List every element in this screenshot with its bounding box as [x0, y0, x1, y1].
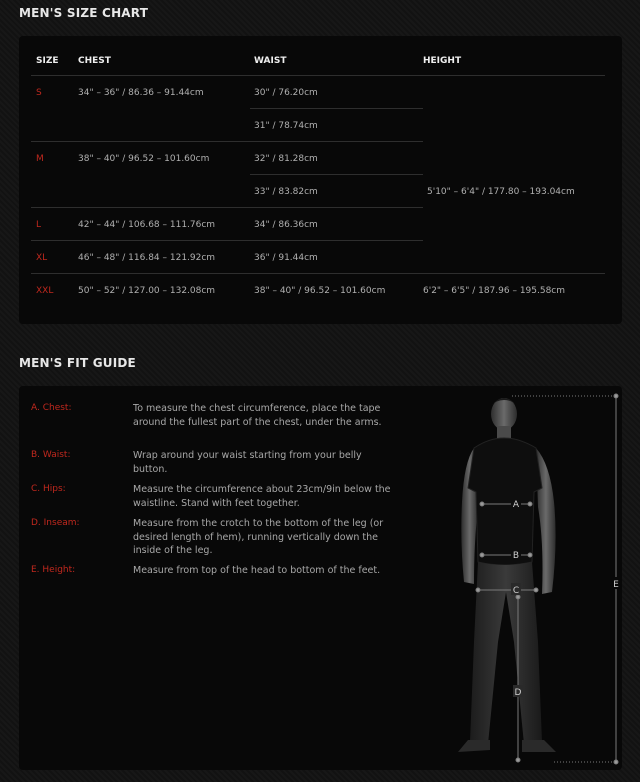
header-size: SIZE: [36, 56, 59, 66]
label-a: A: [512, 500, 520, 510]
height-value: 5'10" – 6'4" / 177.80 – 193.04cm: [427, 187, 575, 197]
fit-desc-hips: Measure the circumference about 23cm/9in below the waistline. Stand with feet together.: [133, 484, 391, 509]
row-chest: 34" – 36" / 86.36 – 91.44cm: [78, 88, 204, 98]
fit-term-inseam: D. Inseam:: [31, 518, 80, 528]
row-size: M: [36, 154, 44, 164]
label-d: D: [514, 688, 522, 698]
row-divider: [31, 273, 605, 274]
fit-term-waist: B. Waist:: [31, 450, 71, 460]
row-chest: 42" – 44" / 106.68 – 111.76cm: [78, 220, 216, 230]
row-waist: 32" / 81.28cm: [254, 154, 318, 164]
row-chest: 46" – 48" / 116.84 – 121.92cm: [78, 253, 216, 263]
row-size: S: [36, 88, 42, 98]
label-e: E: [613, 580, 619, 590]
row-waist: 36" / 91.44cm: [254, 253, 318, 263]
row-chest: 50" – 52" / 127.00 – 132.08cm: [78, 286, 216, 296]
row-waist: 38" – 40" / 96.52 – 101.60cm: [254, 286, 386, 296]
size-chart-title: MEN'S SIZE CHART: [19, 6, 149, 20]
row-divider: [31, 141, 423, 142]
row-size: XXL: [36, 286, 54, 296]
header-height: HEIGHT: [423, 56, 462, 66]
fit-desc-chest: To measure the chest circumference, place the tape around the fullest part of the chest, under the arms.: [133, 403, 382, 428]
row-waist: 31" / 78.74cm: [254, 121, 318, 131]
fit-term-height: E. Height:: [31, 565, 76, 575]
size-chart-table: [19, 36, 622, 324]
fit-guide-panel: [19, 386, 622, 770]
header-divider: [31, 75, 605, 76]
fit-term-hips: C. Hips:: [31, 484, 66, 494]
row-divider: [250, 108, 423, 109]
header-waist: WAIST: [254, 56, 287, 66]
row-divider: [31, 240, 423, 241]
row-waist: 34" / 86.36cm: [254, 220, 318, 230]
row-size: XL: [36, 253, 48, 263]
body-measurement-figure: [434, 392, 624, 766]
label-b: B: [512, 551, 520, 561]
fit-desc-inseam: Measure from the crotch to the bottom of the leg (or desired length of hem), running vertically down the inside of the leg.: [133, 518, 384, 556]
row-waist: 33" / 83.82cm: [254, 187, 318, 197]
row-waist: 30" / 76.20cm: [254, 88, 318, 98]
man-silhouette: [458, 398, 556, 752]
fit-term-chest: A. Chest:: [31, 403, 72, 413]
row-size: L: [36, 220, 42, 230]
fit-desc-height: Measure from top of the head to bottom of the feet.: [133, 565, 381, 576]
fit-desc-waist: Wrap around your waist starting from your belly button.: [133, 450, 362, 475]
row-divider: [250, 174, 423, 175]
label-c: C: [512, 586, 520, 596]
header-chest: CHEST: [78, 56, 111, 66]
row-chest: 38" – 40" / 96.52 – 101.60cm: [78, 154, 210, 164]
fit-guide-title: MEN'S FIT GUIDE: [19, 356, 136, 370]
height-value: 6'2" – 6'5" / 187.96 – 195.58cm: [423, 286, 566, 296]
row-divider: [31, 207, 423, 208]
